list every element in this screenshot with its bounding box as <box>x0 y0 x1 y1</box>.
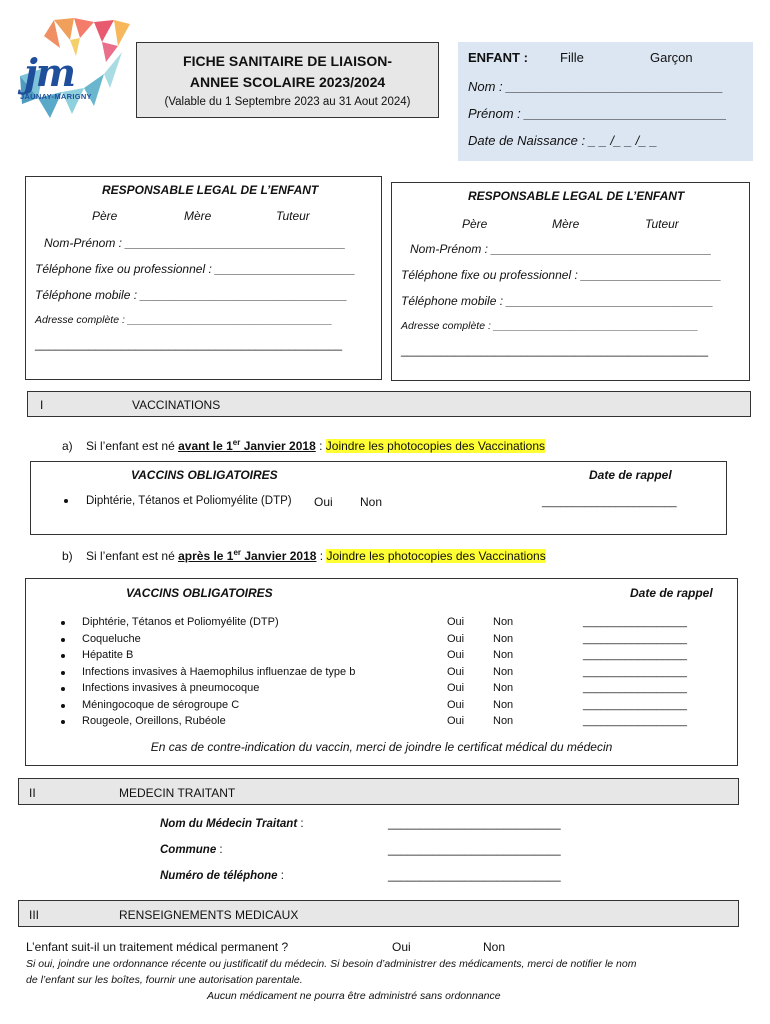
vaccine-label: Diphtérie, Tétanos et Poliomyélite (DTP) <box>82 616 279 628</box>
condition-a-date <box>178 439 316 453</box>
title-validity: (Valable du 1 Septembre 2023 au 31 Aout 2024) <box>164 96 411 108</box>
vaccines-after-2018-box <box>25 578 738 766</box>
bullet <box>61 621 65 625</box>
guardian-1-address-line2[interactable]: ______________________________________________ <box>35 337 342 351</box>
vaccine-non[interactable]: Non <box>493 665 514 678</box>
guardian-2-option-father[interactable]: Père <box>462 217 488 231</box>
doctor-phone-row <box>160 870 284 882</box>
vaccines-a-rappel-header: Date de rappel <box>589 468 672 482</box>
guardian-2-title: RESPONSABLE LEGAL DE L’ENFANT <box>468 189 685 203</box>
guardian-2-name-field[interactable]: Nom-Prénom : _________________________________ <box>410 242 712 256</box>
vaccine-non[interactable]: Non <box>493 632 514 645</box>
guardian-box-2 <box>391 182 750 381</box>
treatment-oui[interactable]: Oui <box>392 940 411 954</box>
child-name-field[interactable]: Nom : ______________________________ <box>468 79 724 94</box>
bullet <box>61 638 65 642</box>
vaccine-rappel-field[interactable]: _________________ <box>583 715 688 727</box>
condition-b-sup: er <box>233 548 242 557</box>
treatment-note-3: Aucun médicament ne pourra être administré sans ordonnance <box>207 990 501 1002</box>
doctor-name-field[interactable]: ___________________________ <box>388 818 561 830</box>
logo-letters: jm <box>24 50 74 95</box>
doctor-phone-colon: : <box>277 870 284 882</box>
condition-b-date-main: après le 1 <box>178 549 234 563</box>
vaccines-b-note: En cas de contre-indication du vaccin, merci de joindre le certificat médical du médecin <box>150 740 613 754</box>
vaccines-before-2018-box <box>30 461 727 535</box>
condition-b-date-end: Janvier 2018 <box>241 549 317 563</box>
vaccine-oui[interactable]: Oui <box>447 698 465 711</box>
vaccine-oui[interactable]: Oui <box>447 616 465 628</box>
guardian-2-address-field[interactable]: Adresse complète : ___________________________________ <box>401 320 699 332</box>
guardian-1-name-field[interactable]: Nom-Prénom : _________________________________ <box>44 236 346 250</box>
doctor-city-row <box>160 844 223 856</box>
condition-b-text: Si l’enfant est né <box>86 549 175 563</box>
child-birthdate-field[interactable]: Date de Naissance : _ _ /_ _ /_ _ <box>468 133 658 148</box>
vaccine-rappel-field[interactable]: _________________ <box>583 649 688 661</box>
vaccine-row <box>26 649 737 665</box>
bullet <box>61 687 65 691</box>
logo-caption: JAUNAY-MARIGNY <box>20 92 92 101</box>
condition-a-prefix: a) <box>62 439 73 453</box>
bullet <box>61 704 65 708</box>
guardian-2-address-line2[interactable]: ______________________________________________ <box>401 343 708 357</box>
guardian-1-option-father[interactable]: Père <box>92 209 118 223</box>
condition-a-sup: er <box>232 438 241 447</box>
vaccines-a-header: VACCINS OBLIGATOIRES <box>131 468 278 482</box>
doctor-phone-label: Numéro de téléphone <box>160 870 278 882</box>
condition-b-highlight: Joindre les photocopies des Vaccinations <box>326 549 546 563</box>
vaccine-row <box>26 682 737 698</box>
section-1-header <box>27 391 751 417</box>
child-boy-option[interactable]: Garçon <box>650 50 693 65</box>
guardian-2-phone-mobile-field[interactable]: Téléphone mobile : _______________________________ <box>401 294 714 308</box>
doctor-phone-field[interactable]: ___________________________ <box>388 870 561 882</box>
vaccine-a-item: Diphtérie, Tétanos et Poliomyélite (DTP) <box>86 495 292 507</box>
vaccine-oui[interactable]: Oui <box>447 665 465 678</box>
vaccine-oui[interactable]: Oui <box>447 715 465 727</box>
title-box <box>136 42 439 118</box>
vaccine-row <box>26 715 737 731</box>
vaccine-label: Hépatite B <box>82 649 134 661</box>
section-1-title: VACCINATIONS <box>132 398 221 412</box>
vaccines-b-rappel-header: Date de rappel <box>630 586 713 600</box>
vaccine-rappel-field[interactable]: _________________ <box>583 665 688 678</box>
condition-b-date <box>178 549 316 563</box>
bullet <box>61 720 65 724</box>
treatment-question: L’enfant suit-il un traitement médical permanent ? <box>26 940 289 954</box>
guardian-2-phone-fixed-field[interactable]: Téléphone fixe ou professionnel : _____________________ <box>401 268 722 282</box>
guardian-1-phone-mobile-field[interactable]: Téléphone mobile : _______________________________ <box>35 288 348 302</box>
treatment-note-2: de l’enfant sur les boîtes, fournir une autorisation parentale. <box>26 974 303 986</box>
section-2-header <box>18 778 739 805</box>
section-3-header <box>18 900 739 927</box>
condition-b-colon: : <box>316 549 327 563</box>
treatment-note-1: Si oui, joindre une ordonnance récente ou justificatif du médecin. Si besoin d’administrer des médicaments, merci de notifier le nom <box>26 958 637 970</box>
doctor-city-label: Commune <box>160 844 217 856</box>
guardian-1-phone-fixed-field[interactable]: Téléphone fixe ou professionnel : _____________________ <box>35 262 356 276</box>
condition-a-highlight: Joindre les photocopies des Vaccinations <box>325 439 546 453</box>
guardian-2-option-mother[interactable]: Mère <box>552 217 580 231</box>
guardian-2-option-tutor[interactable]: Tuteur <box>645 217 679 231</box>
title-line2: ANNEE SCOLAIRE 2023/2024 <box>189 74 386 90</box>
vaccine-non[interactable]: Non <box>493 698 514 711</box>
vaccine-rappel-field[interactable]: _________________ <box>583 682 688 694</box>
bullet <box>61 671 65 675</box>
vaccine-label: Infections invasives à pneumocoque <box>82 682 260 694</box>
guardian-1-address-field[interactable]: Adresse complète : ___________________________________ <box>35 314 333 326</box>
bullet <box>61 654 65 658</box>
vaccine-non[interactable]: Non <box>493 682 514 694</box>
condition-b-prefix: b) <box>62 549 73 563</box>
section-1-num: I <box>40 398 44 412</box>
bullet <box>64 499 68 503</box>
doctor-name-label: Nom du Médecin Traitant <box>160 818 298 830</box>
condition-a-colon: : <box>315 439 326 453</box>
vaccine-oui[interactable]: Oui <box>447 632 465 645</box>
guardian-box-1 <box>25 176 382 380</box>
condition-a-date-main: avant le 1 <box>178 439 233 453</box>
doctor-city-field[interactable]: ___________________________ <box>388 844 561 856</box>
child-label: ENFANT : <box>468 50 528 65</box>
child-firstname-field[interactable]: Prénom : ____________________________ <box>468 106 727 121</box>
condition-b-line <box>62 548 546 563</box>
vaccine-row <box>26 699 737 715</box>
vaccine-rappel-field[interactable]: _________________ <box>583 616 688 628</box>
section-2-title: MEDECIN TRAITANT <box>119 786 236 800</box>
vaccine-rappel-field[interactable]: _________________ <box>583 698 688 711</box>
doctor-city-colon: : <box>216 844 223 856</box>
vaccine-oui[interactable]: Oui <box>447 682 465 694</box>
section-3-title: RENSEIGNEMENTS MEDICAUX <box>119 908 299 922</box>
guardian-1-option-mother[interactable]: Mère <box>184 209 212 223</box>
guardian-1-title: RESPONSABLE LEGAL DE L’ENFANT <box>102 183 319 197</box>
condition-a-line <box>62 438 545 453</box>
doctor-name-row <box>160 818 304 830</box>
guardian-1-option-tutor[interactable]: Tuteur <box>276 209 310 223</box>
vaccine-label: Infections invasives à Haemophilus influenzae de type b <box>82 665 356 678</box>
vaccine-a-non[interactable]: Non <box>360 495 383 509</box>
vaccine-row <box>26 666 737 682</box>
vaccine-a-oui[interactable]: Oui <box>314 495 333 509</box>
section-3-num: III <box>29 908 40 922</box>
vaccine-label: Rougeole, Oreillons, Rubéole <box>82 715 226 727</box>
condition-a-text: Si l’enfant est né <box>86 439 175 453</box>
logo <box>14 18 132 122</box>
child-girl-option[interactable]: Fille <box>560 50 584 65</box>
treatment-non[interactable]: Non <box>483 940 506 954</box>
doctor-name-colon: : <box>297 818 304 830</box>
vaccine-a-rappel-field[interactable]: ______________________ <box>542 496 677 508</box>
vaccine-oui[interactable]: Oui <box>447 649 465 661</box>
vaccine-label: Coqueluche <box>82 632 141 645</box>
vaccine-row <box>26 633 737 649</box>
vaccine-label: Méningocoque de sérogroupe C <box>82 698 240 711</box>
title-line1: FICHE SANITAIRE DE LIAISON- <box>183 53 392 69</box>
vaccine-row <box>26 616 737 632</box>
vaccine-non[interactable]: Non <box>493 649 514 661</box>
vaccine-non[interactable]: Non <box>493 715 514 727</box>
section-2-num: II <box>29 786 36 800</box>
condition-a-date-end: Janvier 2018 <box>240 439 316 453</box>
vaccine-non[interactable]: Non <box>493 616 514 628</box>
vaccines-b-header: VACCINS OBLIGATOIRES <box>126 586 273 600</box>
vaccine-rappel-field[interactable]: _________________ <box>583 632 688 645</box>
child-box <box>458 42 753 161</box>
